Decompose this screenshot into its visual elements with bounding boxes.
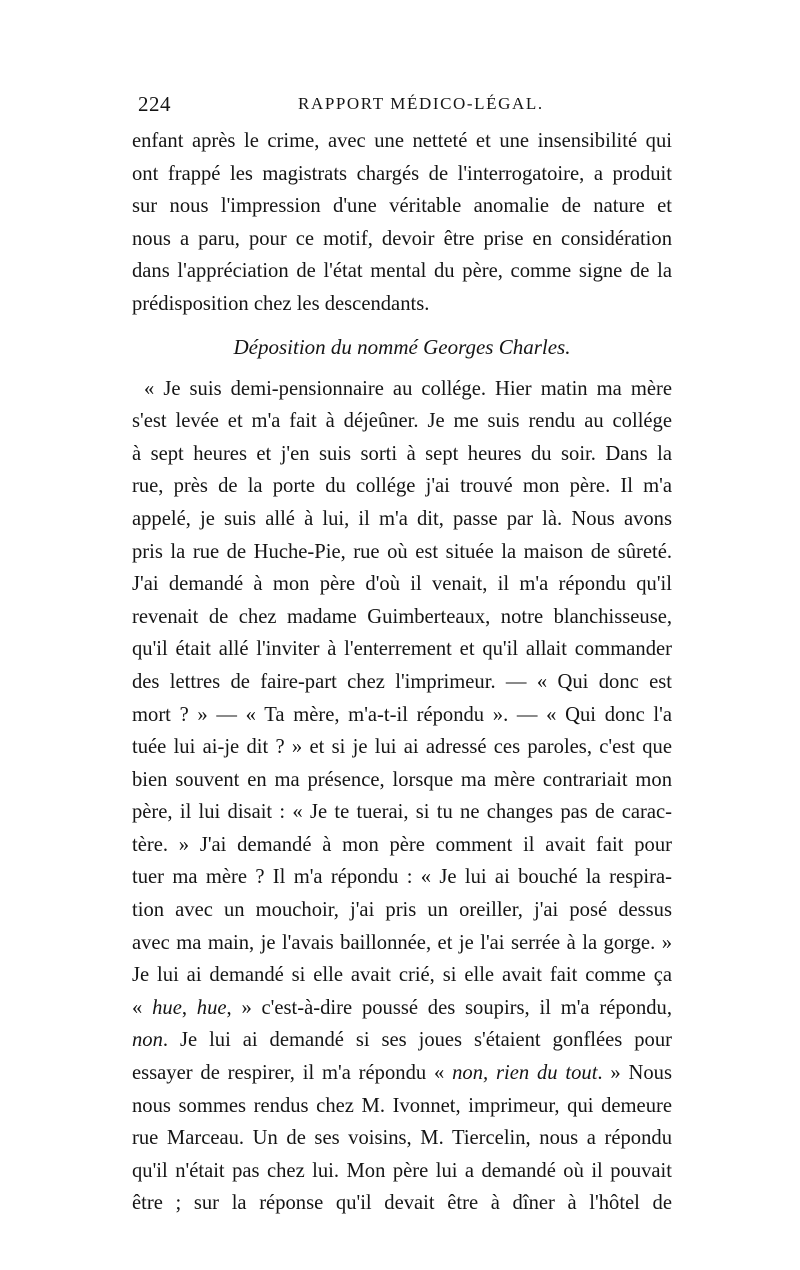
text-line: « Je suis demi-pensionnaire au collége. Hier matin ma mère bbox=[144, 377, 672, 400]
text-line: rue, près de la porte du collége j'ai trouvé mon père. Il m'a bbox=[132, 475, 672, 498]
text-fragment: , bbox=[181, 996, 197, 1019]
italic-fragment: hue bbox=[152, 996, 182, 1019]
text-line-with-italics bbox=[132, 1057, 672, 1090]
text-fragment: , » c'est-à-dire poussé des soupirs, il m'a répondu, bbox=[226, 996, 673, 1019]
text-fragment: . » Nous bbox=[597, 1062, 672, 1085]
page-number: 224 bbox=[138, 92, 171, 116]
paragraph-deposition bbox=[132, 373, 672, 1220]
text-line: enfant après le crime, avec une netteté et une insensibilité qui bbox=[132, 130, 672, 152]
text-line: tère. » J'ai demandé à mon père comment il avait fait pour bbox=[132, 833, 672, 856]
text-fragment: « bbox=[132, 996, 153, 1019]
text-line: revenait de chez madame Guimberteaux, notre blanchisseuse, bbox=[132, 605, 672, 628]
text-line: rue Marceau. Un de ses voisins, M. Tiercelin, nous a répondu bbox=[132, 1127, 672, 1150]
text-line: dans l'appréciation de l'état mental du père, comme signe de la bbox=[132, 260, 672, 283]
text-line: sur nous l'impression d'une véritable anomalie de nature et bbox=[132, 195, 672, 218]
text-line: qu'il n'était pas chez lui. Mon père lui a demandé où il pouvait bbox=[132, 1159, 672, 1182]
text-line: prédisposition chez les descendants. bbox=[132, 292, 430, 315]
text-line: nous a paru, pour ce motif, devoir être prise en considération bbox=[132, 227, 672, 250]
text-line: ont frappé les magistrats chargés de l'interrogatoire, a produit bbox=[132, 162, 672, 185]
text-line: tion avec un mouchoir, j'ai pris un oreiller, j'ai posé dessus bbox=[132, 899, 672, 922]
text-line: nous sommes rendus chez M. Ivonnet, imprimeur, qui demeure bbox=[132, 1094, 672, 1117]
body-text bbox=[132, 125, 672, 1220]
text-fragment: . Je lui ai demandé si ses joues s'étaient gonflées pour bbox=[162, 1029, 672, 1052]
text-line: à sept heures et j'en suis sorti à sept heures du soir. Dans la bbox=[132, 442, 672, 465]
italic-fragment: non, rien du tout bbox=[452, 1062, 598, 1085]
text-line-with-italics bbox=[132, 992, 672, 1025]
text-line: tuée lui ai-je dit ? » et si je lui ai adressé ces paroles, c'est que bbox=[132, 736, 672, 759]
text-line: être ; sur la réponse qu'il devait être à dîner à l'hôtel de bbox=[132, 1192, 672, 1215]
text-line: s'est levée et m'a fait à déjeûner. Je me suis rendu au collége bbox=[132, 410, 672, 433]
page-header bbox=[138, 92, 668, 120]
text-line: qu'il était allé l'inviter à l'enterrement et qu'il allait commander bbox=[132, 638, 672, 661]
text-line: tuer ma mère ? Il m'a répondu : « Je lui ai bouché la respira- bbox=[132, 866, 672, 889]
text-line: appelé, je suis allé à lui, il m'a dit, passe par là. Nous avons bbox=[132, 507, 672, 530]
paragraph-intro bbox=[132, 125, 672, 321]
text-line: J'ai demandé à mon père d'où il venait, il m'a répondu qu'il bbox=[132, 573, 672, 596]
text-line: père, il lui disait : « Je te tuerai, si tu ne changes pas de carac- bbox=[132, 801, 672, 824]
text-line-with-italics bbox=[132, 1024, 672, 1057]
italic-fragment: non bbox=[132, 1029, 163, 1052]
text-line: des lettres de faire-part chez l'imprimeur. — « Qui donc est bbox=[132, 670, 672, 693]
section-title: Déposition du nommé Georges Charles. bbox=[233, 334, 571, 359]
text-fragment: essayer de respirer, il m'a répondu « bbox=[132, 1062, 453, 1085]
text-line: avec ma main, je l'avais baillonnée, et je l'ai serrée à la gorge. » bbox=[132, 931, 672, 954]
running-head: RAPPORT MÉDICO-LÉGAL. bbox=[298, 94, 544, 113]
text-line: Je lui ai demandé si elle avait crié, si elle avait fait comme ça bbox=[132, 964, 672, 987]
text-line: bien souvent en ma présence, lorsque ma mère contrariait mon bbox=[132, 768, 672, 791]
italic-fragment: hue bbox=[196, 996, 227, 1019]
text-line: mort ? » — « Ta mère, m'a-t-il répondu ». — « Qui donc l'a bbox=[132, 703, 672, 726]
text-line: pris la rue de Huche-Pie, rue où est située la maison de sûreté. bbox=[132, 540, 672, 563]
